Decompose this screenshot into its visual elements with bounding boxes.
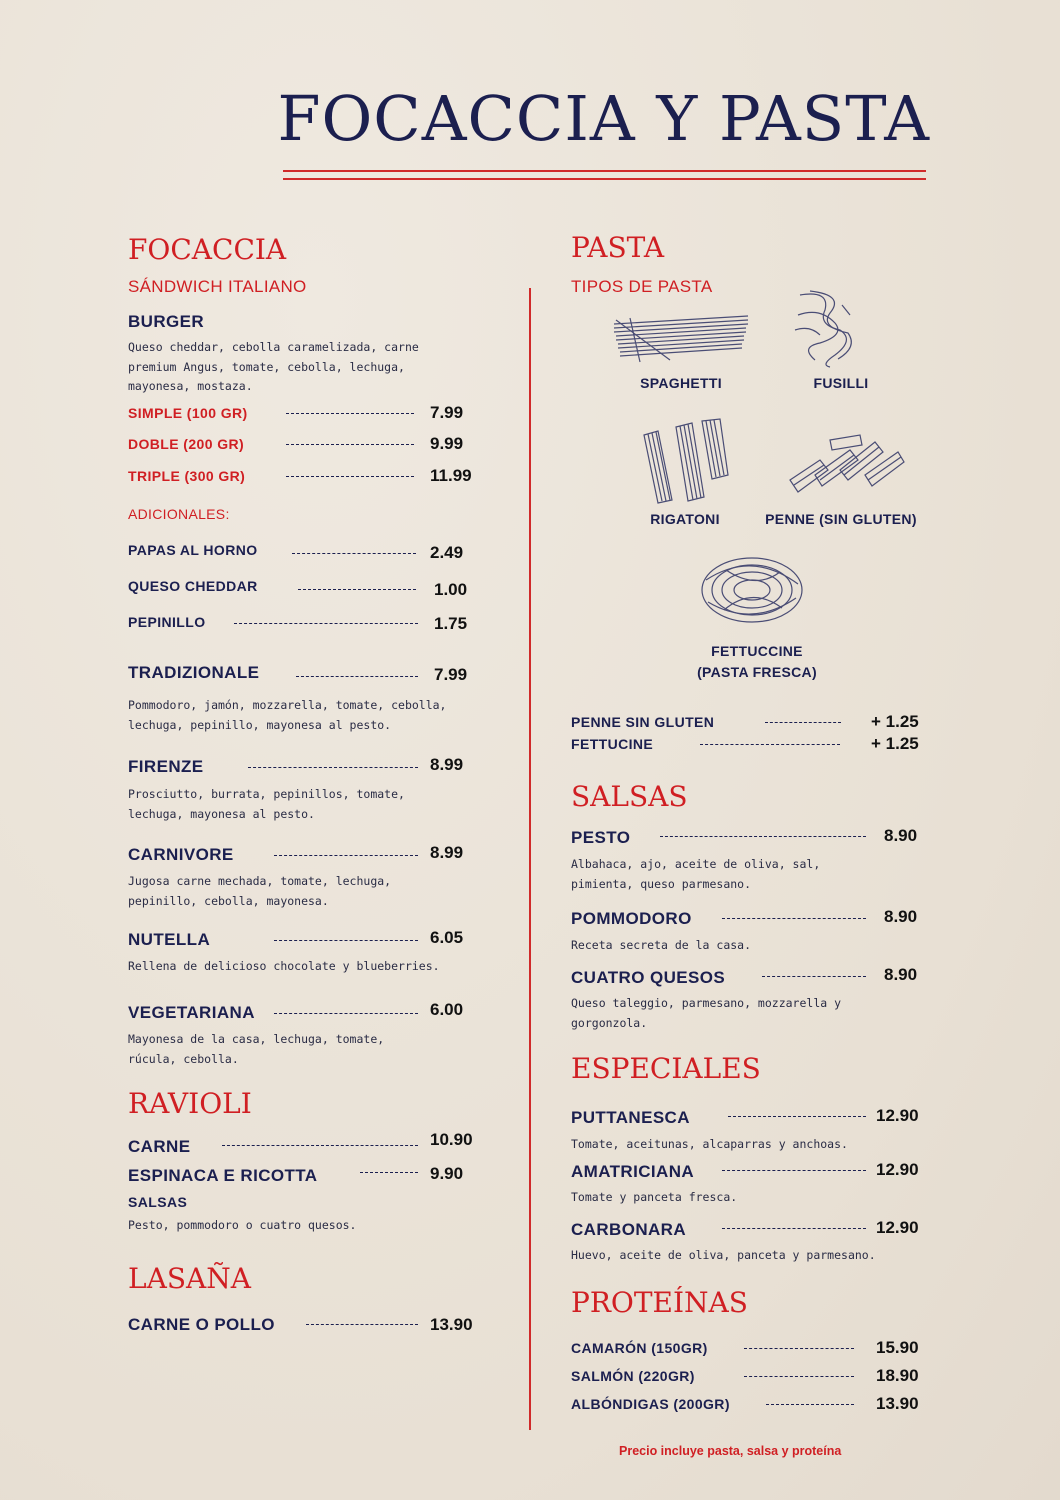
pasta-type-label: SPAGHETTI xyxy=(640,375,722,391)
ravioli-item-name: CARNE xyxy=(128,1137,191,1156)
menu-item-price: 8.99 xyxy=(430,843,464,862)
extra-item: PAPAS AL HORNO xyxy=(128,542,258,558)
salsa-item-name: POMMODORO xyxy=(571,909,692,928)
especiales-heading: ESPECIALES xyxy=(571,1052,761,1085)
menu-item-price: 7.99 xyxy=(434,665,468,684)
burger-name: BURGER xyxy=(128,312,205,331)
burger-size-doble: DOBLE (200 GR) xyxy=(128,436,245,452)
rigatoni-icon xyxy=(636,415,736,505)
menu-item-description: Prosciutto, burrata, pepinillos, tomate, lechuga, mayonesa al pesto. xyxy=(128,787,405,821)
proteina-item-label: CAMARÓN (150GR) xyxy=(571,1340,708,1356)
leader-dots xyxy=(660,836,866,837)
leader-dots xyxy=(274,940,418,941)
especial-item-name: PUTTANESCA xyxy=(571,1108,690,1127)
leader-dots xyxy=(762,976,866,977)
pasta-type-note: (PASTA FRESCA) xyxy=(697,664,817,680)
extras-heading: ADICIONALES: xyxy=(128,506,230,522)
menu-item-description: Rellena de delicioso chocolate y blueberries. xyxy=(128,959,440,973)
surcharge-price: + 1.25 xyxy=(871,712,919,731)
menu-item-name: TRADIZIONALE xyxy=(128,663,260,682)
especial-item-description: Huevo, aceite de oliva, panceta y parmesano. xyxy=(571,1248,876,1262)
burger-triple-price: 11.99 xyxy=(430,466,472,485)
lasana-item-price: 13.90 xyxy=(430,1315,473,1334)
proteina-item-price: 18.90 xyxy=(876,1366,919,1385)
especial-item-price: 12.90 xyxy=(876,1106,919,1125)
leader-dots xyxy=(360,1172,418,1173)
leader-dots xyxy=(722,918,866,919)
especial-item-price: 12.90 xyxy=(876,1160,919,1179)
menu-item-price: 6.05 xyxy=(430,928,464,947)
proteina-item-price: 15.90 xyxy=(876,1338,919,1357)
menu-item-name: CARNIVORE xyxy=(128,845,234,864)
proteina-item-label: ALBÓNDIGAS (200GR) xyxy=(571,1396,730,1412)
extra-item: QUESO CHEDDAR xyxy=(128,578,258,594)
fettuccine-icon xyxy=(696,550,808,628)
leader-dots xyxy=(234,623,418,624)
proteinas-footnote: Precio incluye pasta, salsa y proteína xyxy=(619,1444,842,1458)
pasta-heading: PASTA xyxy=(571,231,665,264)
leader-dots xyxy=(296,676,418,677)
salsa-item-name: CUATRO QUESOS xyxy=(571,968,726,987)
leader-dots xyxy=(765,722,841,723)
extra-price: 1.75 xyxy=(434,614,468,633)
surcharge-price: + 1.25 xyxy=(871,734,919,753)
leader-dots xyxy=(222,1145,418,1146)
ravioli-heading: RAVIOLI xyxy=(128,1087,252,1120)
leader-dots xyxy=(286,444,414,445)
penne-icon xyxy=(780,430,910,500)
proteina-item-price: 13.90 xyxy=(876,1394,919,1413)
proteinas-heading: PROTEÍNAS xyxy=(571,1286,748,1319)
column-divider xyxy=(529,288,531,1430)
pasta-subheading: TIPOS DE PASTA xyxy=(571,277,713,296)
leader-dots xyxy=(248,767,418,768)
menu-item-description: Jugosa carne mechada, tomate, lechuga, pepinillo, cebolla, mayonesa. xyxy=(128,874,392,908)
burger-doble-price: 9.99 xyxy=(430,434,464,453)
especial-item-price: 12.90 xyxy=(876,1218,919,1237)
salsa-item-price: 8.90 xyxy=(884,907,918,926)
pasta-type-label: PENNE (SIN GLUTEN) xyxy=(765,511,917,527)
especial-item-description: Tomate, aceitunas, alcaparras y anchoas. xyxy=(571,1137,848,1151)
leader-dots xyxy=(728,1116,866,1117)
extra-item: PEPINILLO xyxy=(128,614,206,630)
leader-dots xyxy=(744,1376,854,1377)
pasta-type-label: FETTUCCINE xyxy=(711,643,803,659)
focaccia-heading: FOCACCIA xyxy=(128,233,287,266)
ravioli-sauces-label: SALSAS xyxy=(128,1194,188,1210)
menu-item-name: FIRENZE xyxy=(128,757,204,776)
leader-dots xyxy=(286,476,414,477)
menu-item-name: VEGETARIANA xyxy=(128,1003,255,1022)
leader-dots xyxy=(292,553,416,554)
pasta-type-label: RIGATONI xyxy=(650,511,720,527)
focaccia-subheading: SÁNDWICH ITALIANO xyxy=(128,277,307,296)
salsa-item-description: Queso taleggio, parmesano, mozzarella y gorgonzola. xyxy=(571,996,842,1030)
salsa-item-price: 8.90 xyxy=(884,826,918,845)
menu-item-description: Mayonesa de la casa, lechuga, tomate, rúcula, cebolla. xyxy=(128,1032,385,1066)
ravioli-item-name: ESPINACA E RICOTTA xyxy=(128,1166,318,1185)
leader-dots xyxy=(744,1348,854,1349)
leader-dots xyxy=(722,1228,866,1229)
ravioli-item-price: 9.90 xyxy=(430,1164,464,1183)
fusilli-icon xyxy=(790,285,860,370)
salsa-item-name: PESTO xyxy=(571,828,631,847)
page-title: FOCACCIA Y PASTA xyxy=(277,82,930,155)
ravioli-sauces-description: Pesto, pommodoro o cuatro quesos. xyxy=(128,1218,357,1232)
leader-dots xyxy=(274,855,418,856)
lasana-heading: LASAÑA xyxy=(128,1262,251,1295)
menu-item-price: 6.00 xyxy=(430,1000,464,1019)
burger-simple-price: 7.99 xyxy=(430,403,464,422)
salsas-heading: SALSAS xyxy=(571,780,688,813)
leader-dots xyxy=(722,1170,866,1171)
burger-size-simple: SIMPLE (100 GR) xyxy=(128,405,248,421)
extra-price: 1.00 xyxy=(434,580,468,599)
especial-item-name: AMATRICIANA xyxy=(571,1162,695,1181)
leader-dots xyxy=(700,744,840,745)
salsa-item-description: Albahaca, ajo, aceite de oliva, sal, pimienta, queso parmesano. xyxy=(571,857,821,891)
especial-item-name: CARBONARA xyxy=(571,1220,687,1239)
especial-item-description: Tomate y panceta fresca. xyxy=(571,1190,738,1204)
surcharge-label: PENNE SIN GLUTEN xyxy=(571,714,715,730)
burger-description: Queso cheddar, cebolla caramelizada, carne premium Angus, tomate, cebolla, lechuga, mayonesa, mostaza. xyxy=(128,340,419,393)
leader-dots xyxy=(286,413,414,414)
menu-item-price: 8.99 xyxy=(430,755,464,774)
menu-item-description: Pommodoro, jamón, mozzarella, tomate, cebolla, lechuga, pepinillo, mayonesa al pesto. xyxy=(128,698,447,732)
title-rule-top xyxy=(283,170,926,172)
ravioli-item-price: 10.90 xyxy=(430,1130,473,1149)
burger-size-triple: TRIPLE (300 GR) xyxy=(128,468,246,484)
title-rule-bottom xyxy=(283,178,926,180)
leader-dots xyxy=(274,1013,418,1014)
menu-item-name: NUTELLA xyxy=(128,930,211,949)
surcharge-label: FETTUCINE xyxy=(571,736,654,752)
spaghetti-icon xyxy=(610,310,752,366)
lasana-item-name: CARNE O POLLO xyxy=(128,1315,275,1334)
proteina-item-label: SALMÓN (220GR) xyxy=(571,1368,695,1384)
salsa-item-price: 8.90 xyxy=(884,965,918,984)
leader-dots xyxy=(306,1324,418,1325)
leader-dots xyxy=(766,1404,854,1405)
extra-price: 2.49 xyxy=(430,543,464,562)
salsa-item-description: Receta secreta de la casa. xyxy=(571,938,752,952)
leader-dots xyxy=(298,589,416,590)
pasta-type-label: FUSILLI xyxy=(813,375,869,391)
